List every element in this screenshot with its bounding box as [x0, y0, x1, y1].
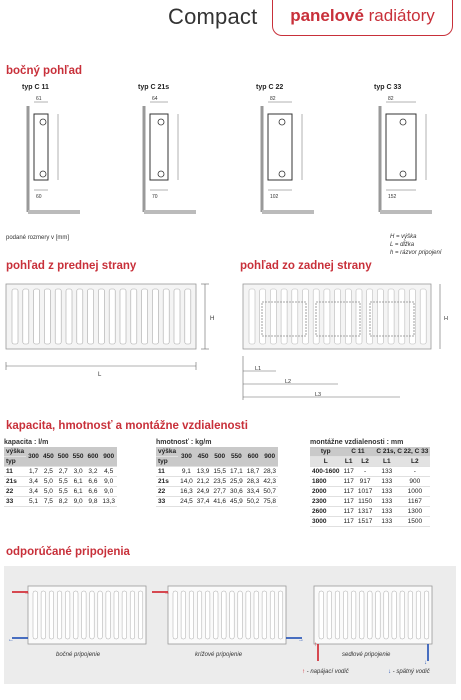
weight-cell: 21,2 — [196, 478, 210, 485]
mounting-h-l2a: L2 — [356, 457, 374, 467]
weight-row — [156, 477, 278, 487]
front-rib — [66, 289, 72, 344]
front-back-drawings — [0, 276, 461, 406]
mounting-cell: 1017 — [357, 488, 373, 495]
weight-cell: 28,3 — [246, 478, 260, 485]
mounting-row — [310, 517, 430, 527]
capacity-cell: 5,0 — [41, 487, 56, 497]
connection-rib — [173, 591, 178, 639]
side-type-label: typ C 21s — [138, 84, 170, 91]
front-rib — [98, 289, 104, 344]
mounting-table — [310, 447, 430, 527]
weight-cell: 9,1 — [178, 467, 195, 477]
mounting-row — [310, 467, 430, 477]
connection-rib — [254, 591, 259, 639]
capacity-cell: 6,1 — [71, 477, 86, 487]
front-rib — [44, 289, 50, 344]
weight-h0: 300 — [178, 447, 195, 467]
header-title: Compact — [168, 4, 258, 29]
mounting-row — [310, 507, 430, 517]
weight-cell: 50,7 — [263, 488, 277, 495]
weight-cell: 37,4 — [196, 498, 210, 505]
weight-cell: 33,4 — [246, 488, 260, 495]
dim-top-value: 64 — [152, 96, 158, 102]
connection-side-label: bočné pripojenie — [56, 652, 101, 658]
front-rib — [23, 289, 29, 344]
weight-cell: 25,9 — [230, 478, 243, 485]
mounting-cell: - — [399, 467, 430, 477]
dims-note: podané rozmery v [mm] — [6, 235, 70, 241]
weight-block — [156, 439, 278, 507]
mounting-cell: 2300 — [310, 497, 341, 507]
connection-rib — [114, 591, 119, 639]
capacity-h0: 300 — [26, 447, 41, 467]
back-rib — [420, 289, 426, 344]
side-type-label: typ C 33 — [374, 84, 402, 91]
mounting-cell: 2600 — [310, 507, 341, 517]
mounting-cell: 117 — [343, 498, 354, 505]
connection-rib — [327, 591, 332, 639]
weight-cell: 30,6 — [230, 488, 243, 495]
weight-cell: 22 — [156, 487, 178, 497]
connection-rib — [65, 591, 70, 639]
mounting-h-l1b: L1 — [374, 457, 399, 467]
capacity-cell: 6,1 — [71, 487, 86, 497]
dim-bottom-value: 152 — [388, 194, 397, 200]
front-rib — [174, 289, 180, 344]
legend-supply-text: - napájací vodič — [306, 669, 349, 675]
connection-rib — [335, 591, 340, 639]
mounting-cell: 1167 — [399, 497, 430, 507]
connection-rib — [246, 591, 251, 639]
capacity-cell: 13,3 — [102, 498, 116, 505]
mounting-cell: 133 — [374, 487, 399, 497]
dim-bottom-value: 102 — [270, 194, 279, 200]
return-arrow-icon: → — [298, 637, 304, 643]
front-rib — [55, 289, 61, 344]
mounting-cell: 117 — [343, 468, 354, 475]
weight-cell: 11 — [156, 467, 178, 477]
weight-cell: 75,8 — [263, 498, 277, 505]
front-dim-h: H — [210, 316, 215, 322]
connection-rib — [122, 591, 127, 639]
capacity-row — [4, 477, 117, 487]
front-rib — [163, 289, 169, 344]
capacity-h5: 900 — [100, 447, 117, 467]
return-arrow-icon: ↓ — [388, 669, 391, 675]
connection-rib — [57, 591, 62, 639]
connection-rib — [368, 591, 373, 639]
mounting-cell: 1500 — [399, 517, 430, 527]
connection-rib — [400, 591, 405, 639]
capacity-cell: 3,4 — [26, 487, 41, 497]
capacity-cell: 4,5 — [100, 467, 117, 477]
connection-rib — [384, 591, 389, 639]
weight-table — [156, 447, 278, 507]
mounting-cell: 1300 — [399, 507, 430, 517]
back-dim-l1: L1 — [255, 366, 262, 372]
mounting-cell: 1000 — [399, 487, 430, 497]
connection-rib — [214, 591, 219, 639]
capacity-h1: 450 — [41, 447, 56, 467]
connection-rib — [33, 591, 38, 639]
connection-rib — [98, 591, 103, 639]
mounting-cell: 1150 — [356, 497, 374, 507]
weight-cell: 23,5 — [213, 478, 227, 485]
weight-cell: 21s — [156, 477, 178, 487]
weight-cell: 28,3 — [263, 468, 277, 475]
weight-cell: 42,3 — [263, 478, 277, 485]
connection-rib — [408, 591, 413, 639]
back-radiator — [243, 284, 440, 400]
mounting-cell: 133 — [374, 477, 399, 487]
front-rib — [120, 289, 126, 344]
mounting-cell: 117 — [343, 488, 354, 495]
mounting-h-l1a: L1 — [341, 457, 355, 467]
capacity-table — [4, 447, 117, 507]
weight-h4: 600 — [245, 447, 262, 467]
connection-rib — [376, 591, 381, 639]
front-rib — [152, 289, 158, 344]
connection-rib — [181, 591, 186, 639]
mounting-row — [310, 487, 430, 497]
capacity-cell: 2,5 — [41, 467, 56, 477]
mounting-cell: 133 — [374, 497, 399, 507]
weight-cell: 17,1 — [230, 468, 243, 475]
capacity-cell: 9,0 — [100, 487, 117, 497]
mounting-row — [310, 497, 430, 507]
weight-cell: 45,9 — [230, 498, 243, 505]
connection-rib — [130, 591, 135, 639]
connection-rib — [189, 591, 194, 639]
connection-rib — [343, 591, 348, 639]
dims-legend — [390, 233, 442, 257]
return-arrow-icon: ← — [8, 637, 14, 643]
weight-corner-bottom: typ — [156, 457, 178, 467]
weight-cell: 24,5 — [180, 498, 193, 505]
connections-title: odporúčané pripojenia — [6, 546, 130, 558]
capacity-cell: 21s — [4, 477, 26, 487]
capacity-cell: 3,2 — [86, 467, 101, 477]
capacity-corner-bottom: typ — [4, 457, 26, 467]
mounting-cell: 133 — [374, 467, 399, 477]
side-profile-drawing — [136, 94, 216, 229]
capacity-row — [4, 497, 117, 507]
connection-rib — [197, 591, 202, 639]
weight-cell: 33 — [156, 497, 178, 507]
back-dim-h: H — [444, 316, 448, 322]
capacity-cell: 5,1 — [26, 497, 41, 507]
mounting-cell: 117 — [343, 478, 354, 485]
capacity-cell: 8,2 — [56, 497, 71, 507]
capacity-row — [4, 467, 117, 477]
mounting-cell: 1800 — [310, 477, 341, 487]
capacity-cell: 22 — [4, 487, 26, 497]
front-rib — [88, 289, 94, 344]
legend-length: L = dĺžka — [390, 242, 415, 248]
weight-h1: 450 — [195, 447, 212, 467]
capacity-cell: 7,5 — [41, 497, 56, 507]
back-dim-l2: L2 — [285, 379, 292, 385]
mounting-h-typ: typ — [310, 447, 341, 457]
mounting-block — [310, 439, 430, 527]
dim-bottom-value: 70 — [152, 194, 158, 200]
supply-arrow-icon: → — [24, 590, 30, 596]
capacity-cell: 9,8 — [86, 497, 101, 507]
capacity-cell: 3,0 — [71, 467, 86, 477]
capacity-h2: 500 — [56, 447, 71, 467]
connection-rib — [278, 591, 283, 639]
dim-top-value: 61 — [36, 96, 42, 102]
front-rib — [142, 289, 148, 344]
weight-cell: 18,7 — [246, 468, 260, 475]
connection-rib — [270, 591, 275, 639]
mounting-h-l: L — [310, 457, 341, 467]
capacity-cell: 2,7 — [56, 467, 71, 477]
capacity-cell: 6,6 — [86, 477, 101, 487]
mounting-h-cother: C 21s, C 22, C 33 — [376, 448, 429, 455]
capacity-block — [4, 439, 117, 507]
back-view-title: pohľad zo zadnej strany — [240, 260, 372, 272]
header-badge-rest: radiátory — [368, 6, 435, 25]
legend-h-height: H = výška — [390, 234, 417, 240]
supply-arrow-icon: ↑ — [314, 642, 317, 648]
return-arrow-icon: ↓ — [424, 660, 427, 666]
side-profile-drawing — [254, 94, 334, 229]
header-badge — [272, 0, 453, 36]
weight-row — [156, 467, 278, 477]
side-profile-drawing — [20, 94, 100, 229]
supply-arrow-icon: ↑ — [302, 669, 305, 675]
weight-cell: 24,9 — [196, 488, 210, 495]
connection-rib — [49, 591, 54, 639]
mounting-cell: 3000 — [310, 517, 341, 527]
capacity-title: kapacita : l/m — [4, 439, 49, 446]
connection-rib — [424, 591, 429, 639]
legend-connection: h = rázvor pripojení — [390, 250, 442, 256]
weight-cell: 15,5 — [213, 468, 227, 475]
weight-h3: 550 — [228, 447, 245, 467]
weight-cell: 41,6 — [213, 498, 227, 505]
mounting-cell: - — [356, 467, 374, 477]
capacity-cell: 11 — [4, 467, 26, 477]
capacity-cell: 6,6 — [86, 487, 101, 497]
weight-cell: 27,7 — [213, 488, 227, 495]
mounting-cell: 1517 — [357, 518, 373, 525]
connection-rib — [238, 591, 243, 639]
connection-bottom-label: sedlové pripojenie — [342, 652, 391, 658]
connection-rib — [138, 591, 143, 639]
tables-title: kapacita, hmotnosť a montážne vzdialenosti — [6, 420, 248, 432]
weight-corner-top: výška — [158, 448, 177, 455]
connection-rib — [82, 591, 87, 639]
mounting-h-l2b: L2 — [399, 457, 430, 467]
connection-rib — [222, 591, 227, 639]
weight-cell: 50,2 — [246, 498, 260, 505]
mounting-cell: 117 — [343, 518, 354, 525]
weight-cell: 14,0 — [180, 478, 193, 485]
connection-cross-label: krížové pripojenie — [195, 652, 243, 658]
capacity-cell: 1,7 — [26, 467, 41, 477]
mounting-cell: 917 — [356, 477, 374, 487]
side-view-title: bočný pohľad — [6, 65, 82, 77]
weight-cell: 13,9 — [196, 468, 210, 475]
header-badge-bold: panelové — [290, 6, 364, 25]
connection-rib — [230, 591, 235, 639]
mounting-cell: 117 — [343, 508, 354, 515]
connection-rib — [262, 591, 267, 639]
side-type-label: typ C 22 — [256, 84, 284, 91]
weight-row — [156, 487, 278, 497]
weight-title: hmotnosť : kg/m — [156, 439, 212, 446]
capacity-row — [4, 487, 117, 497]
capacity-cell: 9,0 — [71, 497, 86, 507]
mounting-cell: 133 — [374, 507, 399, 517]
front-rib — [109, 289, 115, 344]
mounting-cell: 900 — [399, 477, 430, 487]
supply-arrow-icon: → — [164, 590, 170, 596]
front-view-title: pohľad z prednej strany — [6, 260, 137, 272]
legend-return-text: - spätný vodič — [392, 669, 430, 675]
side-profile-drawing — [372, 94, 452, 229]
front-rib — [131, 289, 137, 344]
capacity-cell: 5,5 — [56, 487, 71, 497]
capacity-cell: 9,0 — [100, 477, 117, 487]
mounting-cell: 133 — [374, 517, 399, 527]
connection-rib — [392, 591, 397, 639]
dim-top-value: 82 — [388, 96, 394, 102]
front-rib — [77, 289, 83, 344]
legend-return — [388, 669, 430, 675]
mounting-cell: 1317 — [357, 508, 373, 515]
front-dim-l: L — [98, 372, 102, 378]
back-rib — [249, 289, 255, 344]
weight-h5: 900 — [261, 447, 278, 467]
front-rib — [185, 289, 191, 344]
side-type-label: typ C 11 — [22, 84, 49, 91]
capacity-h3: 550 — [71, 447, 86, 467]
capacity-h4: 600 — [86, 447, 101, 467]
front-rib — [12, 289, 18, 344]
mounting-title: montážne vzdialenosti : mm — [310, 439, 404, 446]
legend-supply — [302, 669, 349, 675]
connection-rib — [106, 591, 111, 639]
front-rib — [34, 289, 40, 344]
connection-rib — [41, 591, 46, 639]
connection-rib — [74, 591, 79, 639]
front-radiator — [6, 284, 209, 370]
connection-rib — [90, 591, 95, 639]
weight-h2: 500 — [211, 447, 228, 467]
connection-rib — [416, 591, 421, 639]
connection-rib — [319, 591, 324, 639]
mounting-cell: 2000 — [310, 487, 341, 497]
dim-bottom-value: 60 — [36, 194, 42, 200]
capacity-corner-top: výška — [6, 448, 25, 455]
connections-drawings — [0, 566, 461, 700]
dim-top-value: 82 — [270, 96, 276, 102]
weight-cell: 16,3 — [180, 488, 193, 495]
mounting-row — [310, 477, 430, 487]
connection-rib — [360, 591, 365, 639]
back-dim-l3: L3 — [315, 392, 322, 398]
capacity-cell: 33 — [4, 497, 26, 507]
capacity-cell: 5,5 — [56, 477, 71, 487]
connection-rib — [205, 591, 210, 639]
mounting-cell: 400-1600 — [312, 468, 340, 475]
mounting-h-c11: C 11 — [341, 447, 374, 457]
capacity-cell: 5,0 — [41, 477, 56, 487]
connection-rib — [351, 591, 356, 639]
weight-row — [156, 497, 278, 507]
capacity-cell: 3,4 — [26, 477, 41, 487]
